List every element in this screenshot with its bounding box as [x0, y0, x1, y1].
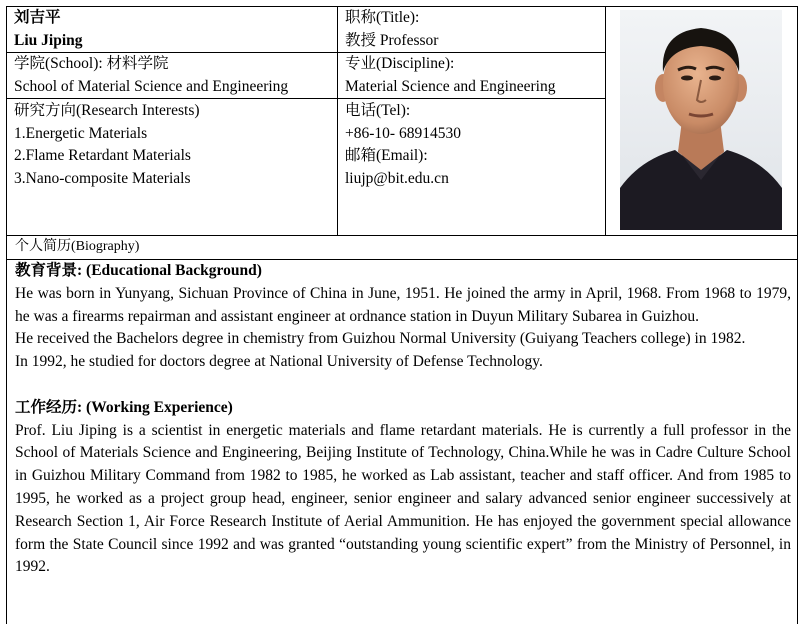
biography-body — [6, 260, 798, 624]
education-paragraph: In 1992, he studied for doctors degree at National University of Defense Technology. — [15, 353, 543, 371]
portrait-photo — [620, 10, 782, 230]
divider — [337, 6, 338, 236]
education-paragraph: He was born in Yunyang, Sichuan Province of China in June, 1951. He joined the army in April, 1968. From 1968 to 1979, he was a firearms repairman and assistant engineer at ordnance station in Duyun Military Subarea in Guizhou. — [15, 284, 791, 325]
research-item: 3.Nano-composite Materials — [14, 170, 191, 187]
school-label: 学院(School): 材料学院 — [14, 55, 169, 72]
name-en: Liu Jiping — [14, 32, 83, 49]
discipline-label: 专业(Discipline): — [345, 55, 455, 72]
divider — [605, 6, 606, 236]
portrait-image — [620, 10, 782, 230]
email-value[interactable]: liujp@bit.edu.cn — [345, 170, 449, 187]
name-cn: 刘吉平 — [14, 9, 61, 26]
research-item: 2.Flame Retardant Materials — [14, 147, 191, 164]
title-label: 职称(Title): — [345, 9, 420, 26]
work-paragraph: Prof. Liu Jiping is a scientist in energetic materials and flame retardant materials. He is currently a full professor in the School of Materials Science and Engineering, Beijing Institute of Technology, China.While he was in Cadre Culture School in Guizhou Military Command from 1982 to 1985, he worked as Lab assistant, teacher and staff officer. And from 1985 to 1995, he worked as a project group head, engineer, senior engineer and salary advanced senior engineer successively at Research Section 1, Air Force Research Institute of Aerial Ammunition. He has enjoyed the government special allowance form the State Council since 1992 and was granted “outstanding young scientific expert” from the Ministry of Personnel, in 1992. — [15, 421, 791, 576]
education-paragraph: He received the Bachelors degree in chemistry from Guizhou Normal University (Guiyang Teachers college) in 1982. — [15, 330, 746, 348]
tel-value: +86-10- 68914530 — [345, 125, 461, 142]
work-heading: 工作经历: (Working Experience) — [15, 398, 233, 416]
education-heading: 教育背景: (Educational Background) — [15, 262, 262, 279]
research-label: 研究方向(Research Interests) — [14, 102, 200, 119]
spacer — [15, 374, 791, 397]
discipline-value: Material Science and Engineering — [345, 78, 556, 95]
biography-header: 个人简历(Biography) — [6, 236, 798, 260]
school-value: School of Material Science and Engineering — [14, 78, 289, 95]
tel-label: 电话(Tel): — [345, 102, 411, 119]
title-value: 教授 Professor — [345, 32, 439, 49]
email-label: 邮箱(Email): — [345, 147, 428, 164]
research-item: 1.Energetic Materials — [14, 125, 148, 142]
